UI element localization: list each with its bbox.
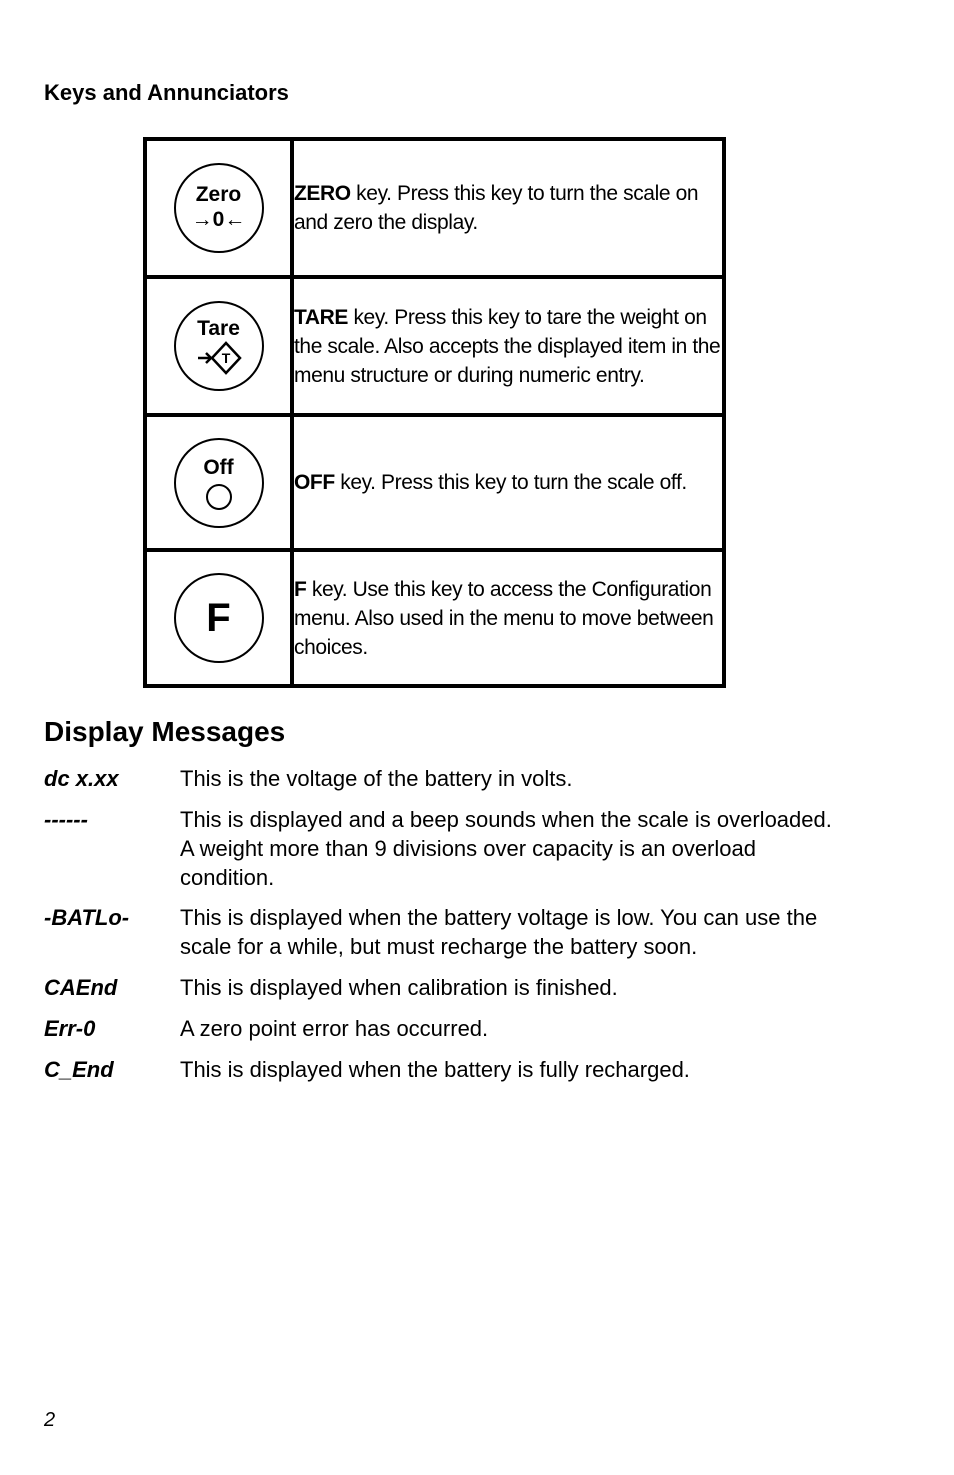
key-name: TARE [294, 305, 349, 329]
key-name: OFF [294, 471, 335, 494]
f-key-label: F [206, 595, 231, 640]
message-text: This is displayed when the battery voltage is low. You can use the scale for a while, but must recharge the battery soon. [180, 905, 818, 959]
message-code: -BATLo- [44, 905, 130, 930]
message-code: dc x.xx [44, 766, 119, 791]
key-row-off [145, 415, 724, 550]
tare-symbol-icon [196, 341, 242, 375]
section-title: Keys and Annunciators [44, 80, 289, 105]
f-key-icon [174, 573, 264, 663]
off-key-label: Off [203, 455, 234, 479]
tare-key-description [292, 277, 724, 415]
message-code: ------ [44, 807, 88, 832]
keys-table [143, 137, 726, 688]
display-messages-heading: Display Messages [44, 716, 286, 747]
message-text: This is displayed and a beep sounds when the scale is overloaded. A weight more than 9 divisions over capacity is an overload condition. [180, 807, 832, 890]
message-text: This is the voltage of the battery in volts. [180, 766, 573, 791]
key-row-tare [145, 277, 724, 415]
key-text: key. Use this key to access the Configuration menu. Also used in the menu to move between choices. [294, 577, 714, 659]
off-circle-icon [206, 484, 232, 510]
key-text: key. Press this key to tare the weight on the scale. Also accepts the displayed item in the menu structure or during numeric entry. [294, 305, 721, 387]
tare-symbol-letter: T [221, 350, 230, 366]
page-number: 2 [44, 1409, 56, 1431]
zero-key-icon [174, 163, 264, 253]
zero-key-label: Zero [195, 183, 242, 206]
off-key-icon [174, 438, 264, 528]
zero-arrows-symbol: →0← [191, 208, 246, 231]
off-key-description [292, 415, 724, 550]
key-row-zero [145, 139, 724, 277]
key-row-f [145, 550, 724, 686]
tare-arrow-diamond-symbol [196, 341, 242, 375]
message-code: Err-0 [44, 1016, 96, 1041]
message-text: This is displayed when calibration is finished. [180, 975, 618, 1000]
key-name: ZERO [294, 182, 351, 205]
message-text: A zero point error has occurred. [180, 1016, 489, 1041]
key-text: key. Press this key to turn the scale on and zero the display. [294, 182, 699, 234]
message-code: C_End [44, 1057, 114, 1082]
key-text: key. Press this key to turn the scale off. [334, 471, 687, 494]
tare-key-icon [174, 301, 264, 391]
message-code: CAEnd [44, 975, 118, 1000]
f-key-description [292, 550, 724, 686]
key-name: F [294, 577, 307, 601]
zero-key-description [292, 139, 724, 277]
tare-key-label: Tare [197, 317, 240, 340]
message-text: This is displayed when the battery is fully recharged. [180, 1057, 690, 1082]
